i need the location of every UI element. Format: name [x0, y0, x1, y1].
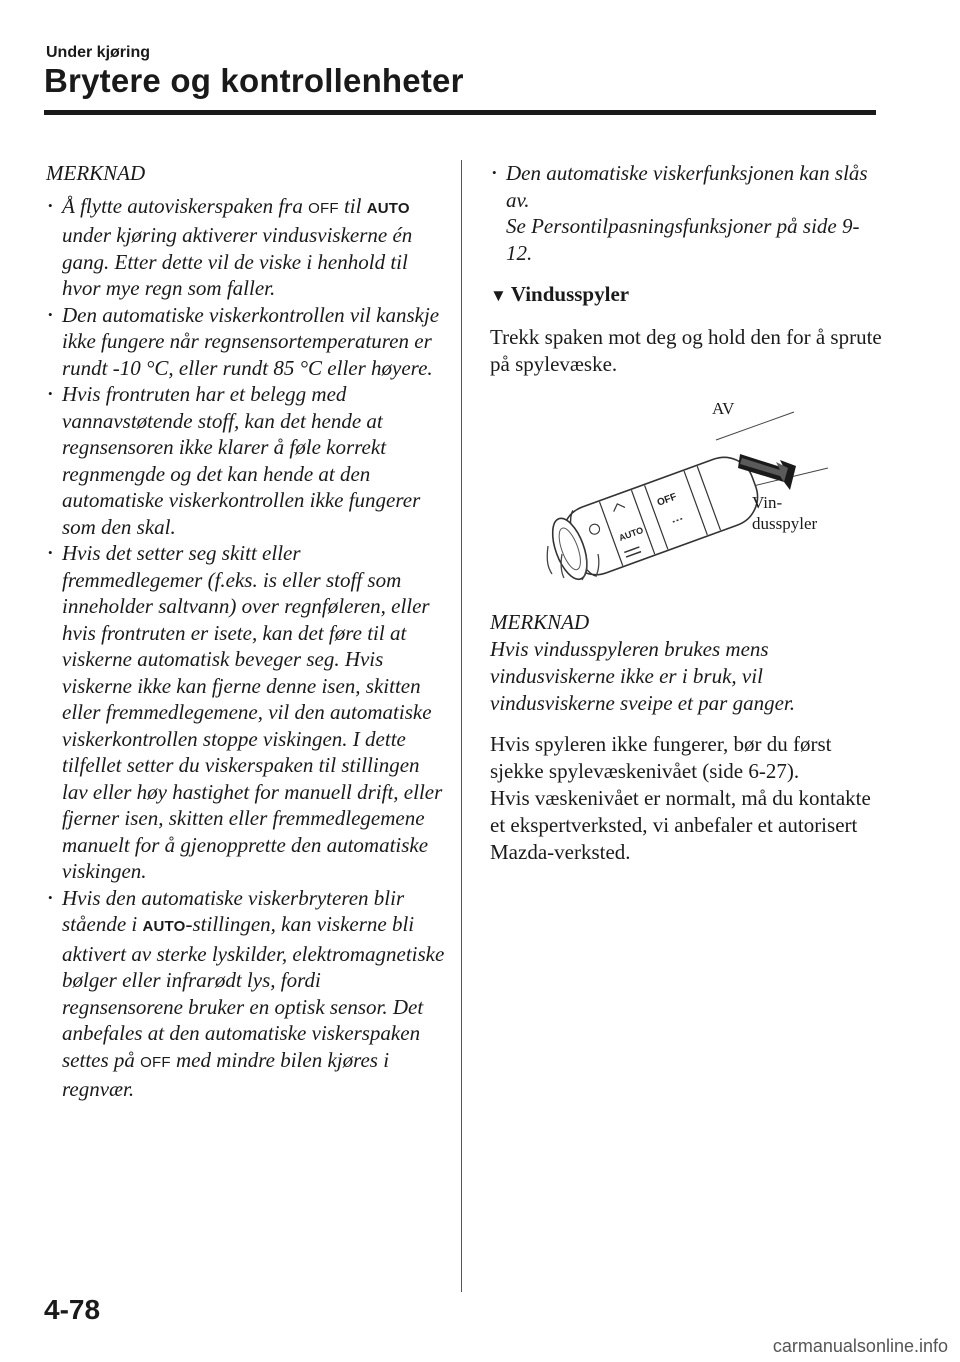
note-text: med mindre bilen kjøres i regnvær.: [62, 1047, 390, 1101]
note-item: • Hvis det setter seg skitt eller fremmedlegemer (f.eks. is eller stoff som inneholder saltvann) over regnføleren, eller hvis frontruten er isete, kan det føre til at viskerne automatisk beveger seg. Hvis viskerne ikke kan fjerne denne isen, skitten eller fremmedlegemene, vil den automatiske viskerkontrollen stoppe viskingen. I dette tilfellet setter du viskerspaken til stillingen lav eller høy hastighet for manuell drift, eller fjerner isen, skitten eller fremmedlegemene manuelt for å gjenopprette den automatiske viskingen.: [46, 540, 446, 885]
left-column: [46, 160, 446, 1103]
note-item: • Den automatiske viskerkontrollen vil kanskje ikke fungere når regnsensortemperaturen er rundt -10 °C, eller rundt 85 °C eller høyere.: [46, 302, 446, 382]
note-item: [46, 193, 446, 302]
section-label: Under kjøring: [46, 44, 151, 61]
note-text: Hvis den automatiske viskerbryteren blir stående i: [62, 885, 405, 936]
footer-watermark: carmanualsonline.info: [772, 1336, 948, 1356]
note-text: til: [338, 193, 367, 218]
note-text: -stillingen, kan viskerne bli aktivert av sterke lyskilder, elektromagnetiske bølger eller infrarødt lys, fordi regnsensorene bruker en optisk sensor. Det anbefales at den automatiske viskerspaken settes på: [62, 912, 445, 1072]
off-symbol: OFF: [308, 199, 339, 217]
header-rule: [44, 110, 876, 115]
wiper-stalk-illustration: [490, 396, 890, 601]
note-item: [490, 160, 885, 266]
note-list: [46, 193, 446, 1103]
body-paragraph: [490, 731, 885, 866]
off-symbol: OFF: [140, 1053, 171, 1071]
page-title: Brytere og kontrollenheter: [44, 62, 464, 99]
note-text: Hvis vindusspyleren brukes mens vindusviskerne ikke er i bruk, vil vindusviskerne sveipe et par ganger.: [490, 636, 796, 715]
figure-label-off: AV: [712, 399, 735, 418]
page-reference: Se Persontilpasningsfunksjoner på side 9-12.: [506, 214, 860, 265]
right-column: [490, 160, 885, 866]
page-number: 4-78: [44, 1294, 101, 1325]
triangle-marker-icon: ▼: [490, 286, 507, 305]
stalk-off-label: OFF: [655, 491, 679, 509]
note-text: Å flytte autoviskerspaken fra: [62, 193, 309, 218]
body-line: Hvis spyleren ikke fungerer, bør du først sjekke spylevæskenivået (side 6-27).: [490, 731, 832, 783]
stalk-auto-label: AUTO: [617, 524, 645, 544]
note-text: • Den automatiske viskerfunksjonen kan slås av.: [506, 161, 868, 212]
note-text: under kjøring aktiverer vindusviskerne én gang. Etter dette vil de viske i henhold til hvor mye regn som faller.: [62, 223, 413, 300]
note-heading: MERKNAD: [46, 161, 146, 185]
instruction-text: Trekk spaken mot deg og hold den for å sprute på spylevæske.: [490, 325, 882, 376]
note-item: • Hvis frontruten har et belegg med vannavstøtende stoff, kan det hende at regnsensoren ikke klarer å føle korrekt regnmengde og det kan hende at den automatiske viskerkontrollen ikke fungerer som den skal.: [46, 381, 446, 540]
washer-stalk-figure: [490, 396, 890, 601]
auto-symbol: AUTO: [366, 199, 410, 217]
subheading-text: Vindusspyler: [510, 282, 630, 306]
note-item: [46, 885, 446, 1103]
subheading-washer: [490, 280, 885, 310]
auto-symbol: AUTO: [142, 918, 186, 935]
figure-label-washer: Vin- dusspyler: [752, 493, 818, 533]
column-divider: [461, 160, 462, 1292]
body-line: Hvis væskenivået er normalt, må du kontakte et ekspertverksted, vi anbefaler et autorisert Mazda-verksted.: [490, 785, 871, 864]
note-list-continued: [490, 160, 885, 266]
note-heading: MERKNAD: [490, 610, 590, 634]
